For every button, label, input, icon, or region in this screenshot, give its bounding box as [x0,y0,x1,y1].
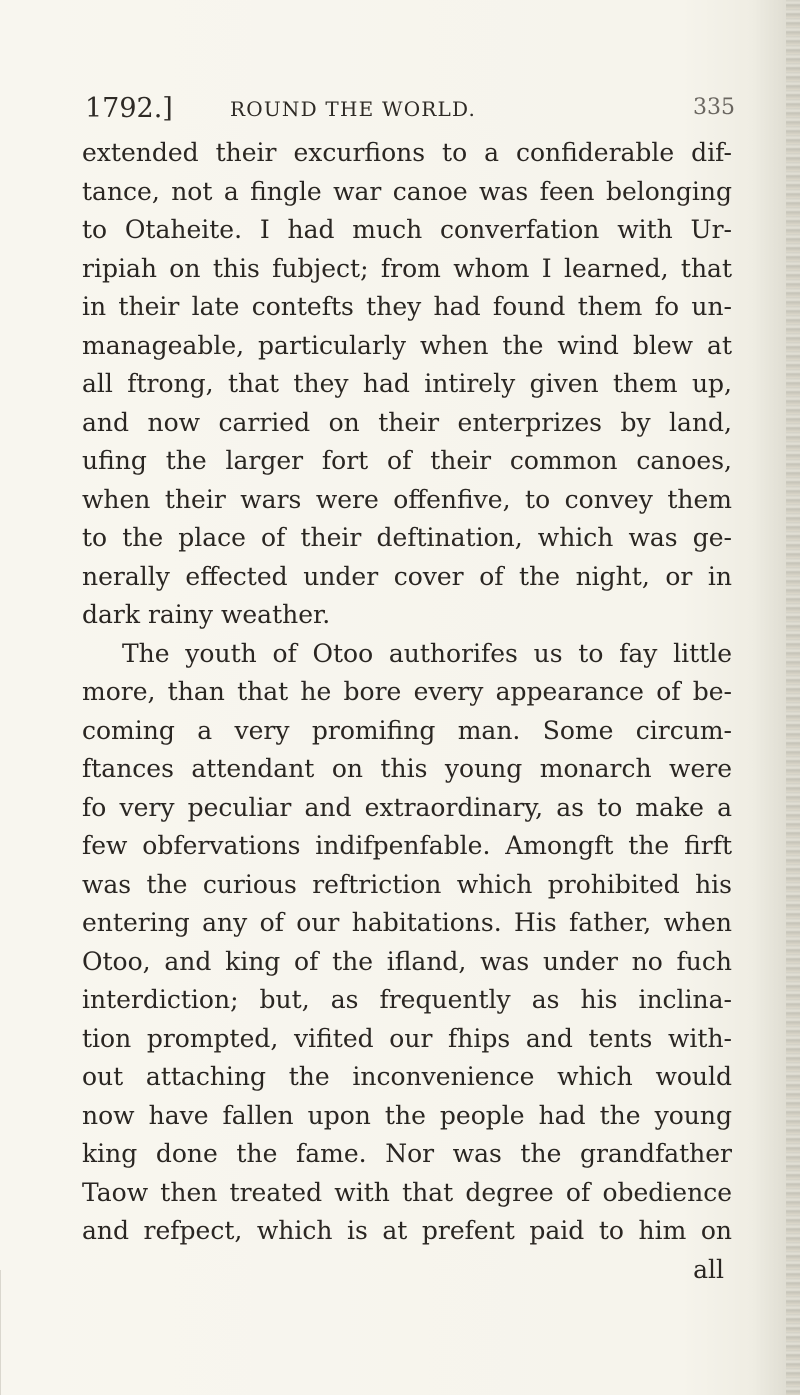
text-line: ripiah on this fubject; from whom I learned, that [82,253,732,283]
text-line: coming a very promifing man. Some circum- [82,715,732,745]
text-line: tion prompted, vifited our fhips and tents with- [82,1023,732,1053]
running-head-title: ROUND THE WORLD. [230,97,477,121]
text-line: to Otaheite. I had much converfation with Ur- [82,215,732,244]
text-line: Taow then treated with that degree of obedience [82,1177,732,1207]
text-line: more, than that he bore every appearance of be- [82,677,732,706]
text-line: entering any of our habitations. His father, when [82,908,732,937]
body-text [82,134,732,1289]
text-line: interdiction; but, as frequently as his inclina- [82,985,732,1014]
running-head-year: 1792.] [85,93,173,124]
text-line: extended their excurfions to a confiderable dif- [82,138,732,167]
text-line: to the place of their deftination, which was ge- [82,523,732,552]
text-line: and now carried on their enterprizes by land, [82,407,732,437]
running-head [85,93,735,133]
text-line: nerally effected under cover of the night, or in [82,561,732,591]
text-line: Otoo, and king of the ifland, was under no fuch [82,946,732,976]
text-line: fo very peculiar and extraordinary, as to make a [82,792,732,822]
text-line: ftances attendant on this young monarch were [82,754,732,783]
text-line: tance, not a fingle war canoe was feen belonging [82,176,732,206]
text-line: now have fallen upon the people had the young [82,1100,732,1130]
text-line: manageable, particularly when the wind blew at [82,330,732,360]
page-number: 335 [693,95,735,120]
text-line: The youth of Otoo authorifes us to fay little [122,638,732,668]
text-line: king done the fame. Nor was the grandfather [82,1139,732,1168]
text-line: ufing the larger fort of their common canoes, [82,446,732,475]
page-edge [786,0,800,1395]
catchword: all [693,1254,724,1284]
text-line: few obfervations indifpenfable. Amongft the firft [82,831,732,860]
inner-margin-line [0,1270,9,1395]
text-line: when their wars were offenfive, to convey them [82,484,732,514]
text-line: and refpect, which is at prefent paid to him on [82,1216,732,1245]
text-line: in their late contefts they had found them fo un- [82,292,732,321]
text-line: out attaching the inconvenience which would [82,1062,732,1091]
text-line: dark rainy weather. [82,600,331,629]
text-line: all ftrong, that they had intirely given them up, [82,369,732,398]
text-line: was the curious reftriction which prohibited his [82,869,732,899]
